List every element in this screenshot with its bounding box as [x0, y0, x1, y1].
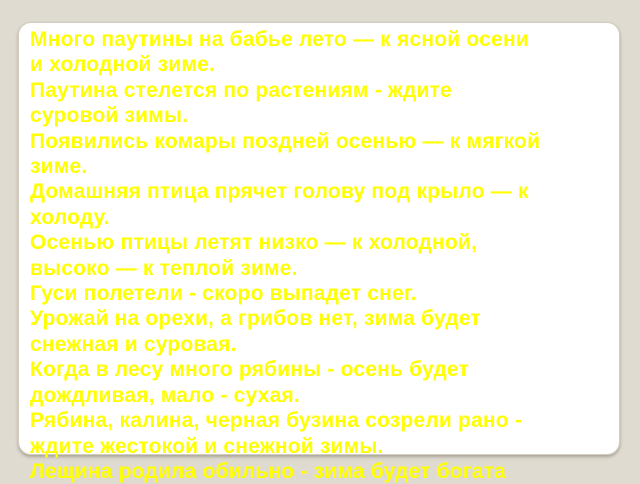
text-line: Урожай на орехи, а грибов нет, зима будет: [30, 307, 481, 331]
omens-text-block: [30, 27, 626, 484]
text-line: Когда в лесу много рябины - осень будет: [30, 358, 469, 382]
text-line: дождливая, мало - сухая.: [30, 383, 300, 407]
text-line: снежная и суровая.: [30, 332, 237, 356]
text-line: Появились комары поздней осенью — к мягкой: [30, 129, 541, 153]
text-line: зиме.: [30, 155, 88, 179]
text-line: суровой зимы.: [30, 104, 189, 128]
text-line: холоду.: [30, 205, 110, 229]
text-line: Лещина родила обильно - зима будет богата: [30, 459, 507, 483]
text-line: Рябина, калина, черная бузина созрели рано -: [30, 409, 523, 433]
text-line: высоко — к теплой зиме.: [30, 256, 298, 280]
text-line: Осенью птицы летят низко — к холодной,: [30, 231, 478, 255]
text-line: Много паутины на бабье лето — к ясной осени: [30, 28, 529, 51]
text-line: Гуси полетели - скоро выпадет снег.: [30, 282, 417, 306]
text-line: Домашняя птица прячет голову под крыло — к: [30, 180, 529, 204]
text-line: и холодной зиме.: [30, 53, 216, 77]
text-line: Паутина стелется по растениям - ждите: [30, 78, 453, 102]
text-line: ждите жестокой и снежной зимы.: [30, 434, 384, 458]
